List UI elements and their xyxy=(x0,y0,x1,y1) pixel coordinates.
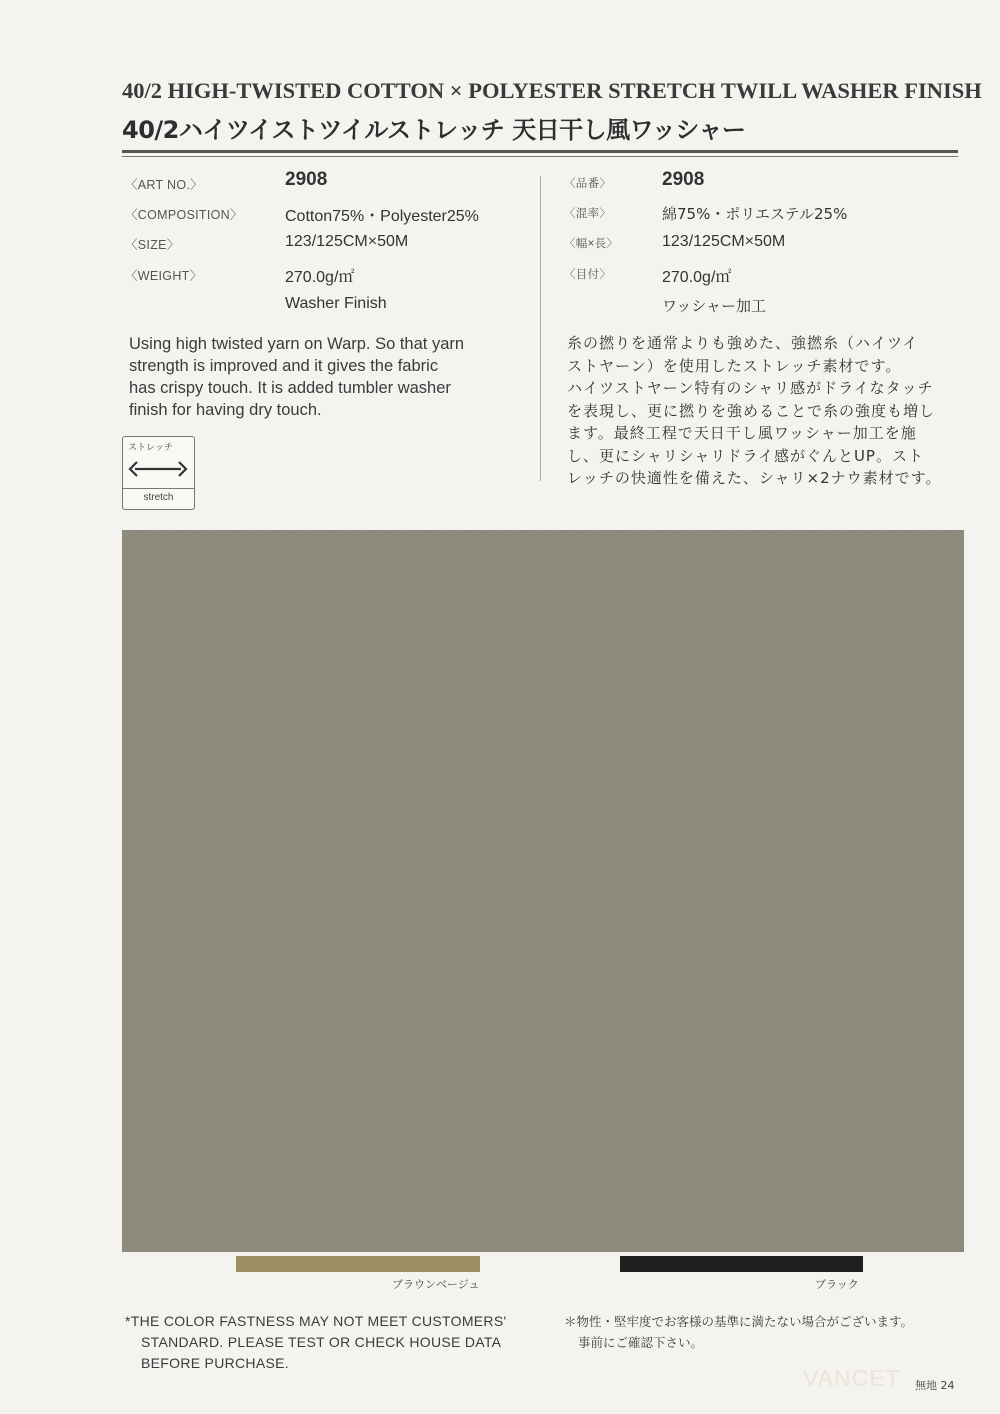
description-line: し、更にシャリシャリドライ感がぐんとUP。スト xyxy=(567,446,924,465)
spec-table-japanese xyxy=(564,169,954,322)
badge-divider xyxy=(123,488,194,489)
spec-value: 123/125CM×50M xyxy=(285,233,409,250)
description-line: を表現し、更に撚りを強めることで糸の強度も増し xyxy=(567,401,936,420)
category-label: 無地 xyxy=(915,1379,937,1392)
stretch-label-jp: ストレッチ xyxy=(128,443,173,453)
description-line: finish for having dry touch. xyxy=(129,401,322,419)
spec-value: 270.0g/㎡ xyxy=(662,269,732,286)
header-rule-thin xyxy=(122,156,958,157)
spec-value: 2908 xyxy=(662,169,705,190)
spec-label: 〈目付〉 xyxy=(564,269,612,281)
description-japanese xyxy=(567,332,947,490)
page-number: 24 xyxy=(940,1379,955,1392)
page-info xyxy=(915,1377,955,1393)
description-line: ハイツストヤーン特有のシャリ感がドライなタッチ xyxy=(567,379,934,397)
description-line: ます。最終工程で天日干し風ワッシャー加工を施 xyxy=(567,424,917,442)
chip-label-black: ブラック xyxy=(815,1278,859,1291)
color-fastness-note-jp xyxy=(564,1311,954,1353)
brand-logo: VANCET xyxy=(803,1365,901,1391)
header-rule xyxy=(122,150,958,153)
spec-value: 綿75%・ポリエステル25% xyxy=(662,205,848,223)
description-line: Using high twisted yarn on Warp. So that yarn xyxy=(129,335,465,353)
spec-value: 123/125CM×50M xyxy=(662,233,786,250)
spec-value: ワッシャー加工 xyxy=(662,297,766,315)
stretch-label-en: stretch xyxy=(143,492,174,503)
spec-label: 〈ART NO.〉 xyxy=(125,178,203,192)
spec-table-english xyxy=(125,169,525,322)
column-divider xyxy=(540,176,541,481)
description-line: strength is improved and it gives the fabric xyxy=(129,357,439,375)
description-english xyxy=(129,333,509,421)
note-line: STANDARD. PLEASE TEST OR CHECK HOUSE DATA xyxy=(141,1334,502,1350)
note-line: 事前にご確認下さい。 xyxy=(578,1335,704,1350)
spec-label: 〈COMPOSITION〉 xyxy=(125,208,243,222)
title-japanese: 40/2ハイツイストツイルストレッチ 天日干し風ワッシャー xyxy=(122,116,746,144)
spec-label: 〈WEIGHT〉 xyxy=(125,269,203,283)
spec-value: Cotton75%・Polyester25% xyxy=(285,208,479,225)
chip-label-brown-beige: ブラウンベージュ xyxy=(392,1278,480,1291)
double-arrow-icon xyxy=(127,459,189,479)
spec-label: 〈混率〉 xyxy=(564,208,612,220)
note-line: ＊物性・堅牢度でお客様の基準に満たない場合がございます。 xyxy=(564,1314,914,1329)
color-chip-brown-beige xyxy=(236,1256,480,1272)
description-line: has crispy touch. It is added tumbler washer xyxy=(129,379,451,397)
note-line: *THE COLOR FASTNESS MAY NOT MEET CUSTOMERS' xyxy=(125,1313,507,1329)
color-fastness-note-en xyxy=(125,1311,529,1374)
spec-label: 〈SIZE〉 xyxy=(125,238,180,252)
spec-value: 2908 xyxy=(285,169,328,190)
spec-label: 〈品番〉 xyxy=(564,178,612,190)
description-line: ストヤーン）を使用したストレッチ素材です。 xyxy=(567,356,902,375)
fabric-swatch-main xyxy=(122,530,964,1252)
spec-value: 270.0g/㎡ xyxy=(285,269,355,286)
description-line: レッチの快適性を備えた、シャリ×2ナウ素材です。 xyxy=(567,469,942,487)
spec-value: Washer Finish xyxy=(285,295,387,312)
color-chip-black xyxy=(620,1256,863,1272)
description-line: 糸の撚りを通常よりも強めた、強撚糸（ハイツイ xyxy=(567,334,919,352)
stretch-badge xyxy=(122,436,195,510)
note-line: BEFORE PURCHASE. xyxy=(141,1355,289,1371)
spec-label: 〈幅×長〉 xyxy=(564,238,619,250)
title-english: 40/2 HIGH-TWISTED COTTON × POLYESTER STRETCH TWILL WASHER FINISH xyxy=(122,78,982,103)
